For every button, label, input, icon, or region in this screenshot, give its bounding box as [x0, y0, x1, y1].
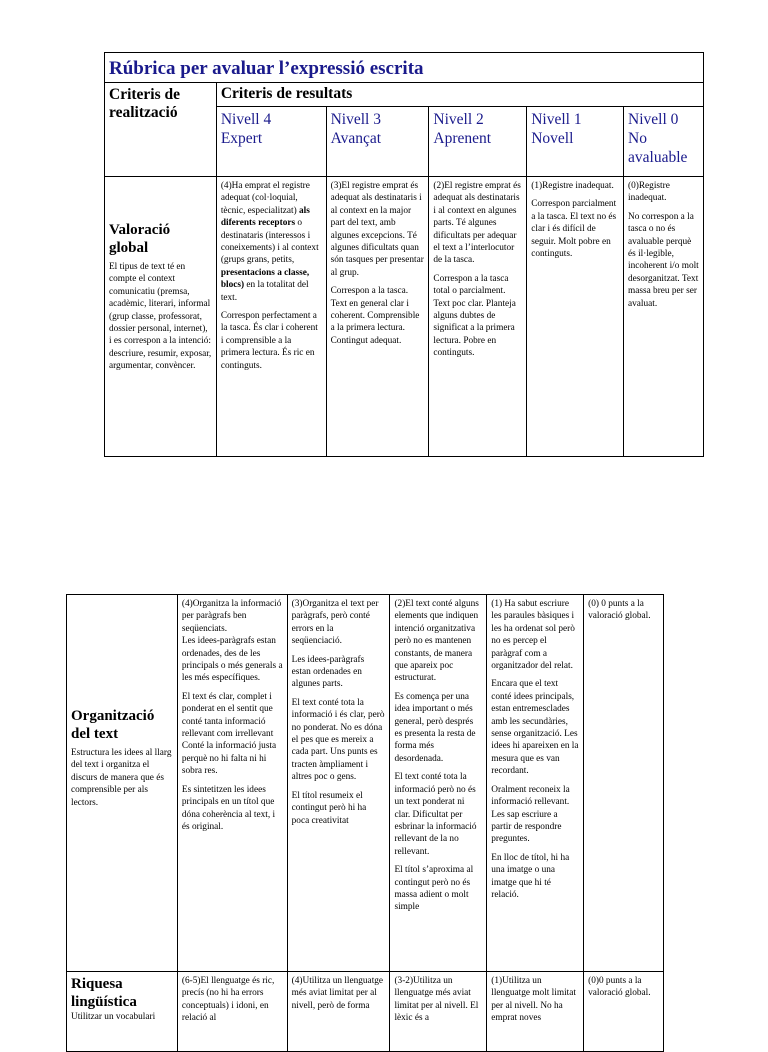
organitzacio-criteria-cell — [67, 595, 178, 972]
organitzacio-title: Organització del text — [71, 708, 155, 742]
riquesa-level-3 — [287, 972, 390, 1052]
valoracio-n0-p1: (0)Registre inadequat. — [628, 181, 670, 204]
riquesa-n4-p1: (6-5)El llenguatge és ric, precís (no hi ha errors conceptuals) i idoni, en relació al — [181, 976, 275, 1024]
level-sub: No avaluable — [628, 130, 688, 166]
valoracio-n1-p1: (1)Registre inadequat. — [531, 181, 614, 191]
organitzacio-level-1 — [487, 595, 584, 972]
organitzacio-n4-p3: Es sintetitzen les idees principals en un títol que dóna coherència al text, i és original. — [181, 784, 276, 832]
organitzacio-n1-p2: Encara que el text conté idees principals, estan entremesclades amb les secundàries, sense organització. Les idees hi apareixen en la mesura que es van recordant. — [491, 679, 579, 777]
level-name: Nivell 0 — [628, 111, 679, 128]
level-name: Nivell 4 — [220, 111, 272, 128]
valoracio-level-0 — [624, 177, 704, 457]
valoracio-level-4 — [216, 177, 326, 457]
level-sub: Novell — [531, 130, 574, 147]
valoracio-n1-p2: Correspon parcialment a la tasca. El text no és clar i és difícil de seguir. Molt pobre en continguts. — [531, 199, 617, 260]
level-3-header — [326, 107, 429, 177]
organitzacio-n1-p4: En lloc de títol, hi ha una imatge o una imatge que hi té relació. — [491, 852, 570, 900]
valoracio-n0-p2: No correspon a la tasca o no és avaluable perquè és il·legible, incoherent i/o molt desorganitzat. Text massa breu per ser avaluat. — [628, 211, 699, 309]
riquesa-n0-p1: (0)0 punts a la valoració global. — [588, 976, 651, 999]
valoracio-n3-p2: Correspon a la tasca. Text en general clar i coherent. Comprensible a la primera lectura. Contingut adequat. — [330, 286, 420, 346]
organitzacio-desc: Estructura les idees al llarg del text i organitza el discurs de manera que és comprensible per als lectors. — [71, 748, 172, 808]
riquesa-desc: Utilitzar un vocabulari — [71, 1012, 156, 1022]
valoracio-n4-p1: (4)Ha emprat el registre adequat (col·loquial, tècnic, especialitzat) als diferents receptors o destinataris (interessos i coneixements) i al context (grups grans, petits, presentacions a classe, blocs) en la totalitat del text. — [220, 181, 319, 303]
valoracio-level-3 — [326, 177, 429, 457]
riquesa-level-2 — [390, 972, 487, 1052]
organitzacio-n1-p3: Oralment reconeix la informació rellevant. Les sap escriure a partir de respondre preguntes. — [491, 784, 570, 845]
valoracio-level-2 — [429, 177, 527, 457]
organitzacio-n2-p1: (2)El text conté alguns elements que indiquen intenció organitzativa però no es mantenen constants, de manera que apareix poc estructurat. — [394, 599, 479, 684]
riquesa-title: Riquesa lingüística — [71, 976, 137, 1010]
riquesa-n2-p1: (3-2)Utilitza un llenguatge més aviat limitat per al nivell. El lèxic és a — [394, 976, 479, 1024]
results-header: Criteris de resultats — [216, 83, 703, 107]
organitzacio-level-3 — [287, 595, 390, 972]
organitzacio-n4-p1b: Les idees-paràgrafs estan ordenades, des de les principals o més generals a les més específiques. — [181, 636, 283, 684]
organitzacio-n3-p2: Les idees-paràgrafs estan ordenades en algunes parts. — [291, 654, 365, 690]
organitzacio-n1-p1: (1) Ha sabut escriure les paraules bàsiques i les ha ordenat sol però no es percep el paràgraf com a organitzador del relat. — [491, 599, 575, 672]
level-name: Nivell 3 — [330, 111, 381, 128]
level-sub: Aprenent — [433, 130, 492, 147]
level-1-header — [527, 107, 624, 177]
riquesa-level-1 — [487, 972, 584, 1052]
level-name: Nivell 2 — [433, 111, 484, 128]
valoracio-title: Valoració global — [109, 222, 171, 256]
organitzacio-level-4 — [177, 595, 287, 972]
rubric-title: Rúbrica per avaluar l’expressió escrita — [105, 53, 704, 83]
organitzacio-n0-p1: (0) 0 punts a la valoració global. — [588, 599, 651, 622]
valoracio-n2-p1: (2)El registre emprat és adequat als destinataris i al context en algunes parts. Té algunes dificultats per adequar el text a l’interlocutor de la tasca. — [433, 181, 521, 266]
valoracio-criteria-cell — [105, 177, 217, 457]
level-sub: Expert — [220, 130, 263, 147]
riquesa-criteria-cell — [67, 972, 178, 1052]
organitzacio-level-0 — [584, 595, 664, 972]
organitzacio-n2-p2: Es comença per una idea important o més general, però després es presenta la resta de forma més desordenada. — [394, 691, 476, 764]
organitzacio-n2-p3: El text conté tota la informació però no és un text ponderat ni clar. Dificultat per esbrinar la informació rellevant de la no rellevant. — [394, 772, 477, 857]
valoracio-n2-p2: Correspon a la tasca total o parcialment. Text poc clar. Planteja alguns dubtes de significat a la primera lectura. Pobre en continguts. — [433, 273, 516, 359]
level-name: Nivell 1 — [531, 111, 582, 128]
organitzacio-n2-p4: El títol s’aproxima al contingut però no és massa adient o molt simple — [394, 865, 474, 913]
organitzacio-n3-p4: El títol resumeix el contingut però hi ha poca creativitat — [291, 790, 367, 826]
level-4-header — [216, 107, 326, 177]
valoracio-level-1 — [527, 177, 624, 457]
riquesa-n3-p1: (4)Utilitza un llenguatge més aviat limitat per al nivell, però de forma — [291, 976, 384, 1011]
level-0-header — [624, 107, 704, 177]
valoracio-n4-p2: Correspon perfectament a la tasca. És clar i coherent i comprensible a la primera lectura. És ric en continguts. — [220, 311, 318, 371]
riquesa-level-4 — [177, 972, 287, 1052]
organitzacio-n3-p3: El text conté tota la informació i és clar, però no ponderat. No es dóna el pes que es mereix a cada part. Uns punts es tracten àmpliament i altres poc o gens. — [291, 697, 385, 783]
organitzacio-level-2 — [390, 595, 487, 972]
organitzacio-n4-p2: El text és clar, complet i ponderat en el sentit que conté tanta informació rellevant com irrellevant Conté la informació justa perquè no hi falta ni hi sobra res. — [181, 691, 277, 777]
organitzacio-n4-p1: (4)Organitza la informació per paràgrafs ben seqüenciats. — [181, 599, 282, 634]
criteria-header: Criteris de realització — [105, 83, 217, 177]
valoracio-n3-p1: (3)El registre emprat és adequat als destinataris i al context en la major part del text, amb algunes excepcions. Té algunes dificultats quan són tasques per presentar al grup. — [330, 181, 424, 278]
rubric-table-2 — [66, 594, 664, 1052]
level-sub: Avançat — [330, 130, 382, 147]
rubric-table-1 — [104, 52, 704, 457]
riquesa-n1-p1: (1)Utilitza un llenguatge molt limitat per al nivell. No ha emprat noves — [491, 976, 576, 1024]
valoracio-desc: El tipus de text té en compte el context comunicatiu (premsa, acadèmic, literari, informal (grup classe, professorat, dossier personal, internet), i es correspon a la intenció: descriure, resumir, exposar, argumentar, convèncer. — [109, 262, 212, 372]
level-2-header — [429, 107, 527, 177]
organitzacio-n3-p1: (3)Organitza el text per paràgrafs, però conté errors en la seqüenciació. — [291, 599, 379, 647]
riquesa-level-0 — [584, 972, 664, 1052]
